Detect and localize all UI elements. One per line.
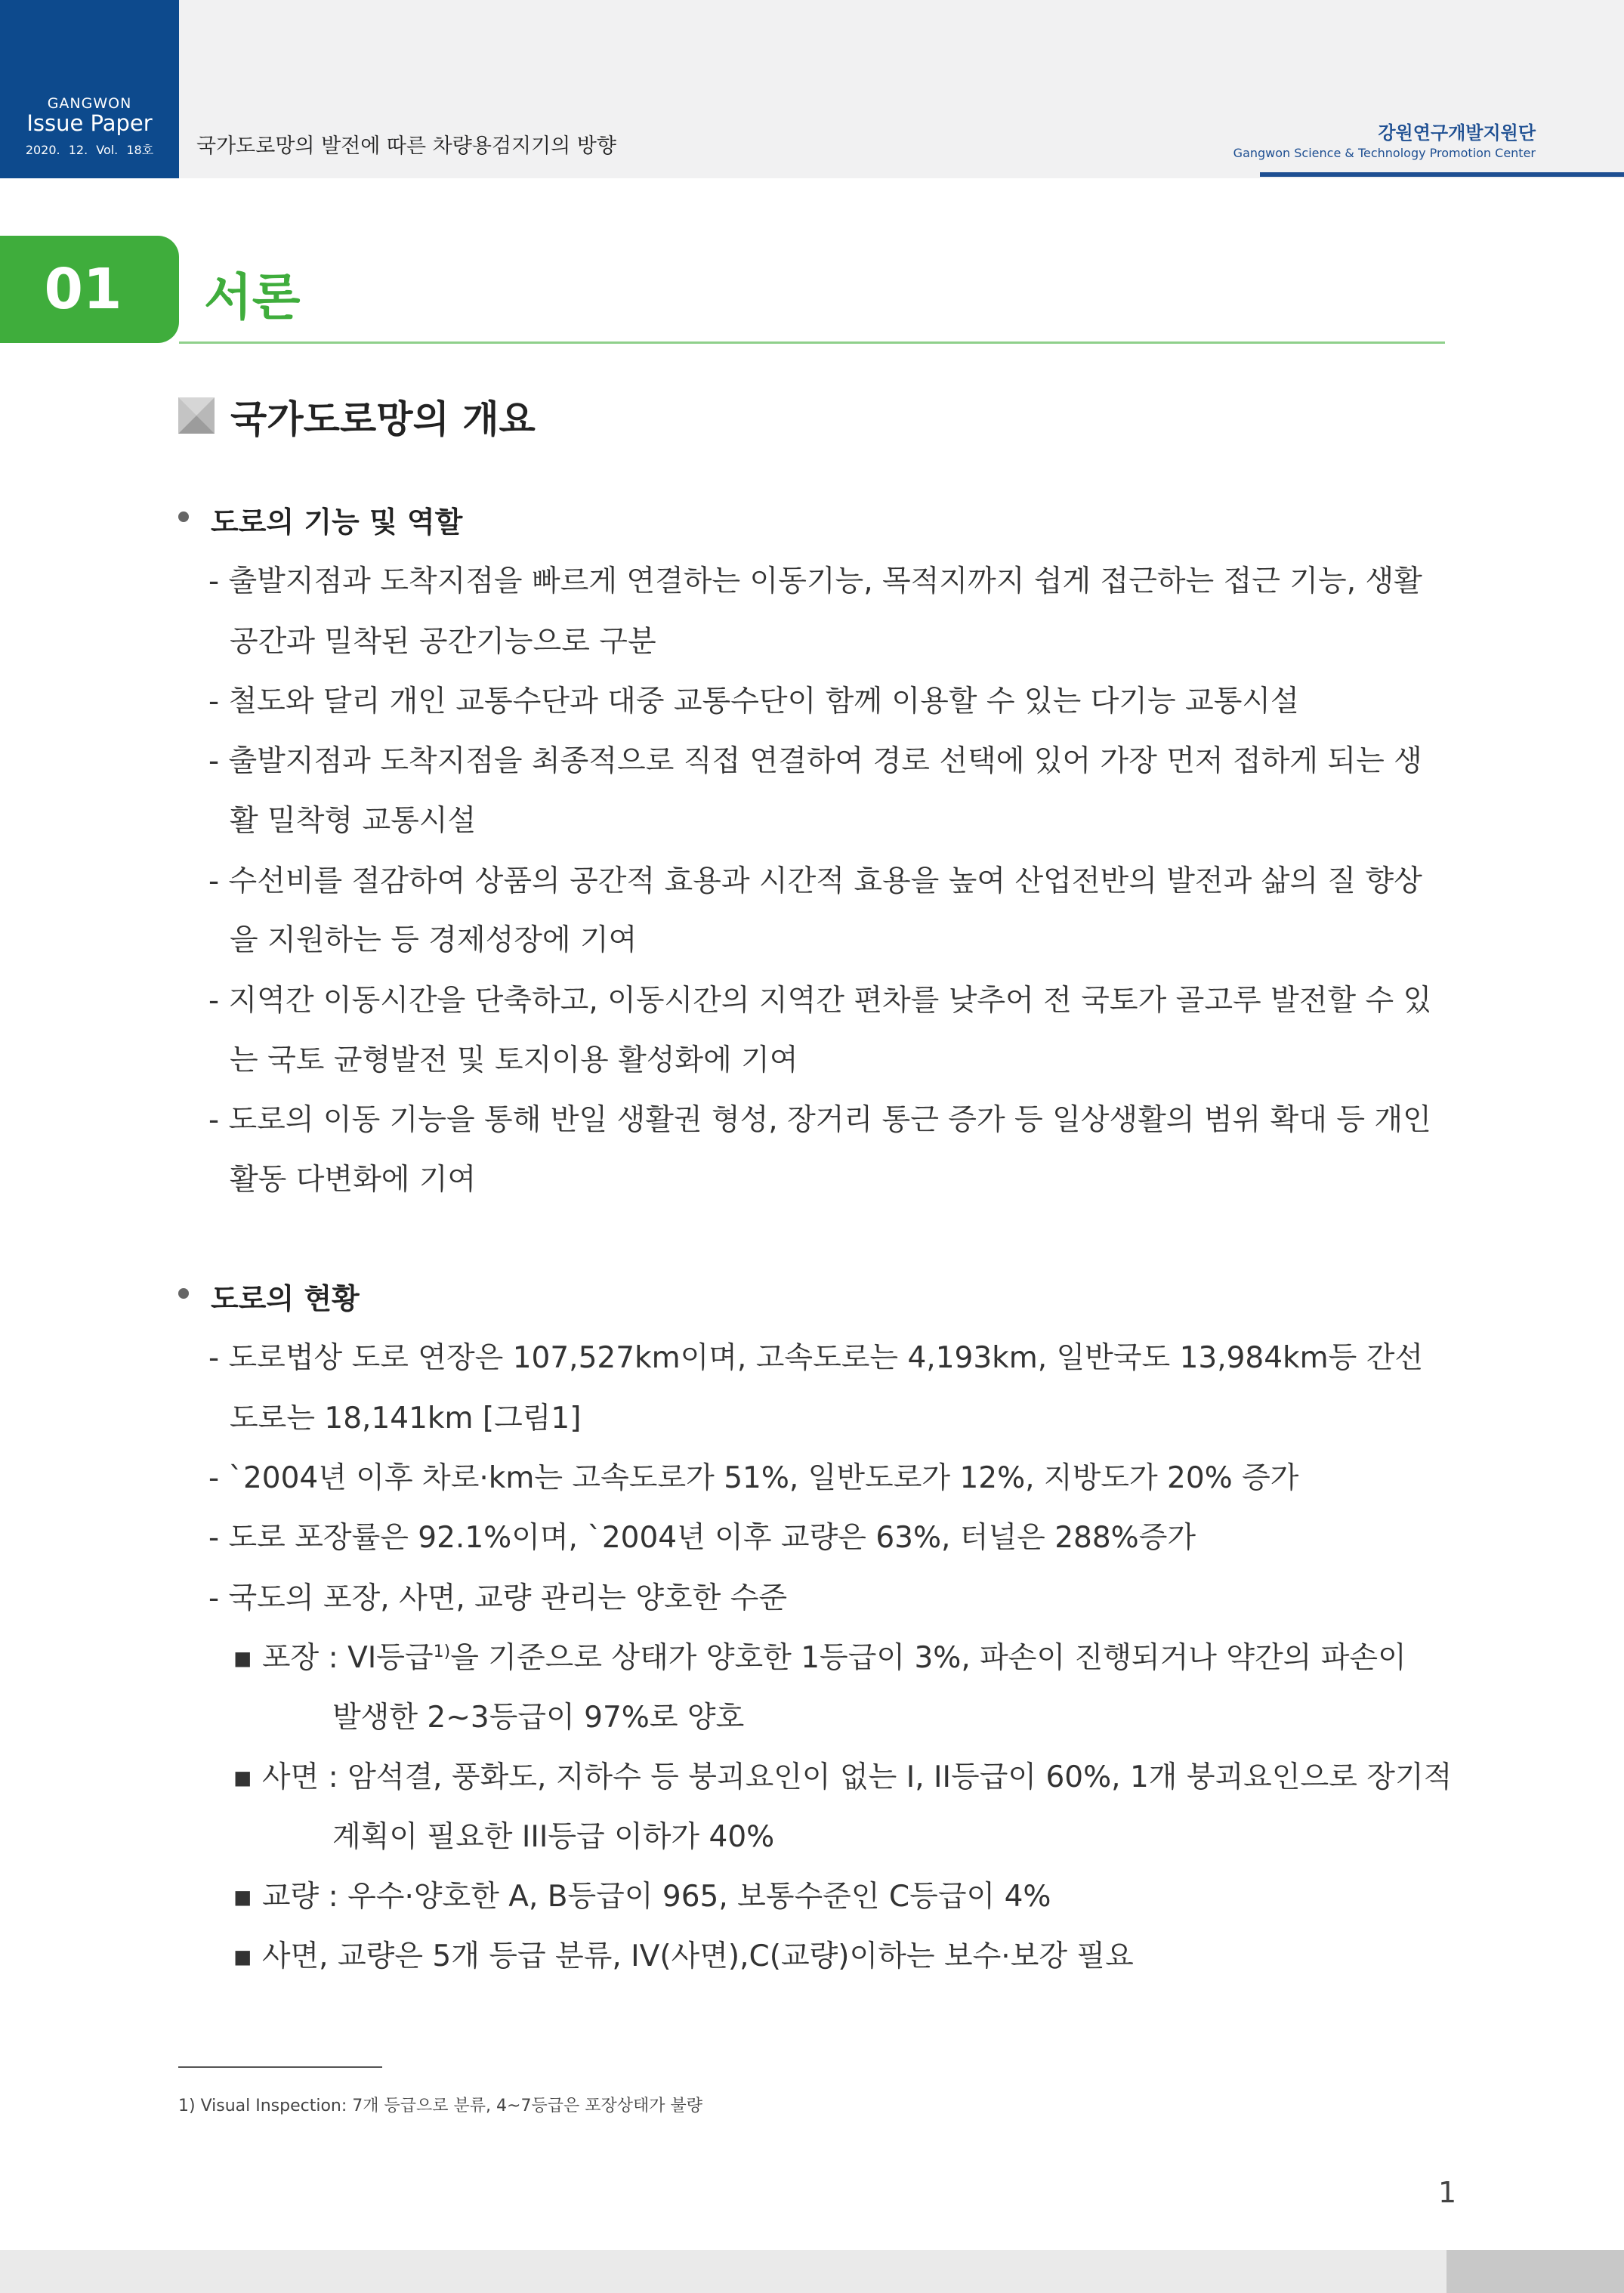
subsection-title: 국가도로망의 개요 xyxy=(230,397,536,441)
sub-item-label: ▪ 포장 : VI등급 xyxy=(233,1641,434,1675)
header-title: 국가도로망의 발전에 따른 차량용검지기의 방향 xyxy=(196,134,616,158)
body-line: - 출발지점과 도착지점을 빠르게 연결하는 이동기능, 목적지까지 쉽게 접근하는 접근 기능, 생활 xyxy=(208,564,1422,598)
org-name-english: Gangwon Science & Technology Promotion Center xyxy=(1233,146,1536,160)
footnote-ref: 1) xyxy=(433,1642,451,1661)
section-number: 01 xyxy=(44,257,122,322)
body-line: 발생한 2~3등급이 97%로 양호 xyxy=(332,1701,745,1735)
block-heading: 도로의 현황 xyxy=(211,1282,360,1315)
brand-top: GANGWON xyxy=(47,95,132,112)
bullet-dot xyxy=(178,1288,189,1299)
block-heading: 도로의 기능 및 역할 xyxy=(211,505,463,539)
section-divider xyxy=(179,341,1445,344)
body-line: 활 밀착형 교통시설 xyxy=(230,804,477,838)
body-line: 는 국토 균형발전 및 토지이용 활성화에 기여 xyxy=(230,1043,798,1077)
sub-item-bridge: ▪ 교량 : 우수·양호한 A, B등급이 965, 보통수준인 C등급이 4% xyxy=(233,1880,1051,1914)
header-accent-line xyxy=(1260,172,1624,177)
section-title: 서론 xyxy=(204,268,301,326)
page-number: 1 xyxy=(1438,2176,1457,2209)
body-line: - 출발지점과 도착지점을 최종적으로 직접 연결하여 경로 선택에 있어 가장 먼저 접하게 되는 생 xyxy=(208,744,1422,778)
sub-item-slope: ▪ 사면 : 암석결, 풍화도, 지하수 등 붕괴요인이 없는 I, II등급이 60%, 1개 붕괴요인으로 장기적 xyxy=(233,1760,1453,1794)
footnote: 1) Visual Inspection: 7개 등급으로 분류, 4~7등급은 포장상태가 불량 xyxy=(178,2097,702,2115)
body-line: - 국도의 포장, 사면, 교량 관리는 양호한 수준 xyxy=(208,1581,788,1615)
body-line: - 도로법상 도로 연장은 107,527km이며, 고속도로는 4,193km, 일반국도 13,984km등 간선 xyxy=(208,1341,1424,1375)
bullet-dot xyxy=(178,511,189,522)
brand-date: 2020. 12. Vol. 18호 xyxy=(25,143,154,157)
brand-main: Issue Paper xyxy=(26,110,153,136)
body-line: 계획이 필요한 III등급 이하가 40% xyxy=(332,1820,775,1854)
footer-accent xyxy=(1446,2250,1624,2293)
body-line: 도로는 18,141km [그림1] xyxy=(230,1401,582,1435)
body-line: - 도로 포장률은 92.1%이며, `2004년 이후 교량은 63%, 터널은 288%증가 xyxy=(208,1521,1196,1555)
footer-band xyxy=(0,2250,1624,2293)
body-line: 활동 다변화에 기여 xyxy=(230,1163,477,1197)
body-line: - 지역간 이동시간을 단축하고, 이동시간의 지역간 편차를 낮추어 전 국토가 골고루 발전할 수 있 xyxy=(208,984,1432,1018)
sub-item-pavement xyxy=(233,1634,1406,1676)
issue-paper-logo xyxy=(0,0,179,178)
body-line: - `2004년 이후 차로·km는 고속도로가 51%, 일반도로가 12%, 지방도가 20% 증가 xyxy=(208,1461,1299,1495)
footnote-rule xyxy=(178,2066,382,2068)
body-line: - 수선비를 절감하여 상품의 공간적 효용과 시간적 효용을 높여 산업전반의 발전과 삶의 질 향상 xyxy=(208,864,1422,898)
body-line: - 철도와 달리 개인 교통수단과 대중 교통수단이 함께 이용할 수 있는 다기능 교통시설 xyxy=(208,685,1299,718)
org-name-korean: 강원연구개발지원단 xyxy=(1378,122,1536,144)
body-line: 을 지원하는 등 경제성장에 기여 xyxy=(230,923,638,957)
sub-item-grades: ▪ 사면, 교량은 5개 등급 분류, IV(사면),C(교량)이하는 보수·보강 필요 xyxy=(233,1939,1134,1973)
body-line: - 도로의 이동 기능을 통해 반일 생활권 형성, 장거리 통근 증가 등 일상생활의 범위 확대 등 개인 xyxy=(208,1103,1431,1137)
body-line: 공간과 밀착된 공간기능으로 구분 xyxy=(230,625,656,659)
sub-item-text: 을 기준으로 상태가 양호한 1등급이 3%, 파손이 진행되거나 약간의 파손이 xyxy=(450,1641,1406,1675)
square-icon xyxy=(178,397,215,434)
